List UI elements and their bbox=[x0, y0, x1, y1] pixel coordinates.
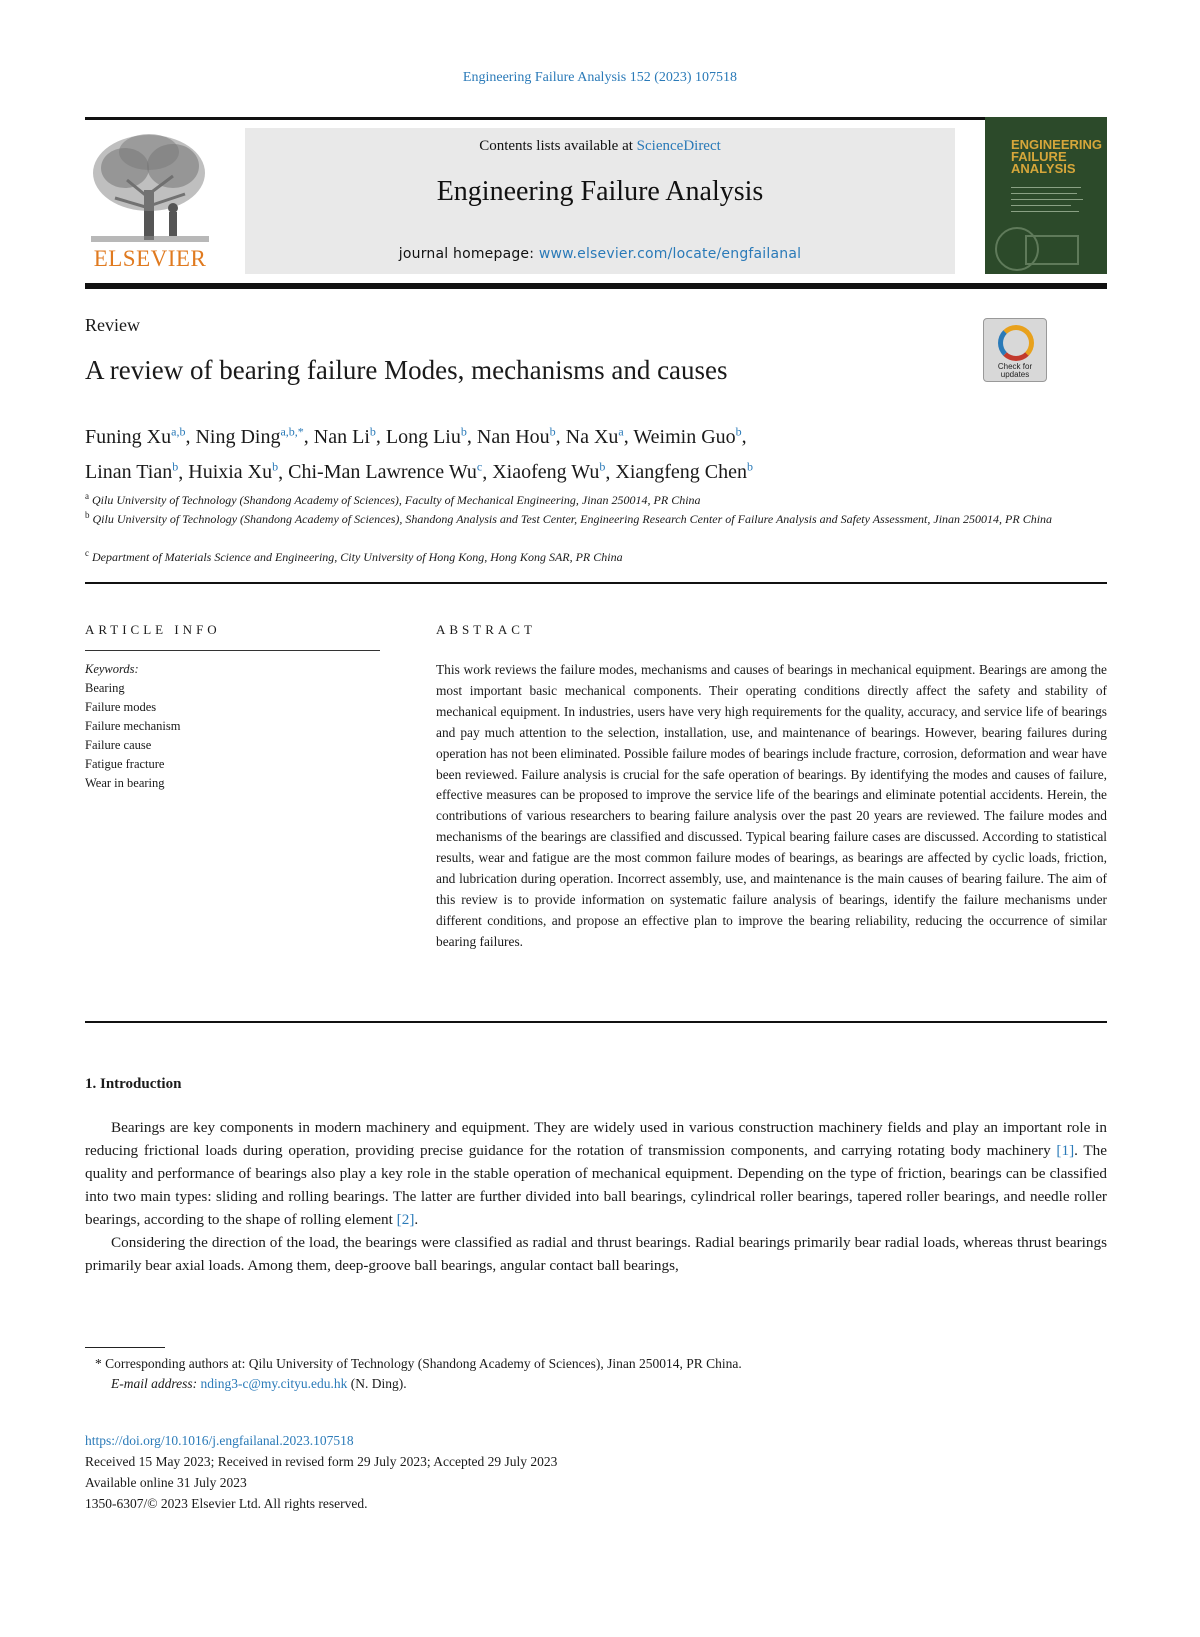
author[interactable]: Funing Xu$^{a,b}$ bbox=[85, 424, 186, 448]
affiliation-b: $^b$ Qilu University of Technology (Shandong Academy of Sciences), Shandong Analysis and Test Center, Engineering Research Center of Failure Analysis and Safety Assessment, Jinan 250014, PR China bbox=[85, 510, 1053, 526]
check-updates-icon bbox=[998, 325, 1034, 361]
journal-homepage-link[interactable]: www.elsevier.com/locate/engfailanal bbox=[538, 246, 802, 262]
abstract-text: This work reviews the failure modes, mechanisms and causes of bearings in mechanical equipment. Bearings are among the most important basic mechanical components. Their operating conditions directly affect the safety and stability of mechanical equipment. In industries, users have very high requirements for the quality, accuracy, and service life of bearings and pay much attention to the selection, installation, use, and maintenance of bearings. However, bearing failures during operation has not been eliminated. Possible failure modes of bearings include fracture, corrosion, deformation and wear have been reviewed. Failure analysis is crucial for the safe operation of bearings. By identifying the modes and causes of failure, effective measures can be proposed to improve the service life of the bearings and eliminate potential accidents. Herein, the contributions of various researchers to bearing failure analysis over the past 20 years are reviewed. The failure modes and mechanisms of the bearings are classified and discussed. Typical bearing failure cases are discussed. According to statistical results, wear and fatigue are the most common failure modes of bearings, as bearings are affected by cyclic loads, friction, and lubrication during operation. Incorrect assembly, use, and maintenance is the main causes of bearing failure. The aim of this review is to provide information on systematic failure analysis of bearings, identify the failure mechanisms under different conditions, and propose an effective plan to improve the bearing reliability, reducing the occurrence of similar bearing failures. bbox=[436, 662, 1107, 949]
journal-header-box bbox=[245, 128, 955, 274]
keyword: Failure cause bbox=[85, 738, 152, 752]
paragraph: Considering the direction of the load, the bearings were classified as radial and thrust bearings. Radial bearings primarily bear radial loads, whereas thrust bearings primarily bear axial loads. Among them, deep-groove ball bearings, angular contact ball bearings, bbox=[85, 1234, 1107, 1274]
keywords-label: Keywords: bbox=[85, 662, 139, 676]
keyword: Bearing bbox=[85, 681, 125, 695]
author[interactable]: Long Liu$^b$ bbox=[385, 424, 467, 448]
author[interactable]: Xiaofeng Wu$^b$ bbox=[492, 459, 606, 484]
divider bbox=[85, 1021, 1107, 1023]
homepage-line bbox=[245, 246, 955, 262]
author[interactable]: Nan Hou$^b$ bbox=[476, 424, 556, 448]
doi-link[interactable]: https://doi.org/10.1016/j.engfailanal.2023.107518 bbox=[85, 1433, 354, 1448]
received-dates: Received 15 May 2023; Received in revised form 29 July 2023; Accepted 29 July 2023 bbox=[85, 1454, 558, 1469]
author[interactable]: Xiangfeng Chen$^b$ bbox=[615, 459, 754, 484]
cover-title: ENGINEERING FAILURE ANALYSIS bbox=[1011, 137, 1103, 176]
journal-reference-link[interactable]: Engineering Failure Analysis 152 (2023) 107518 bbox=[462, 70, 738, 85]
author[interactable]: Weimin Guo$^b$ bbox=[633, 424, 742, 448]
author[interactable]: Na Xu$^a$ bbox=[565, 424, 624, 448]
citation-link[interactable]: [1] bbox=[1056, 1142, 1075, 1159]
corresponding-author-note: * Corresponding authors at: Qilu University of Technology (Shandong Academy of Sciences), Jinan 250014, PR China. bbox=[95, 1356, 742, 1371]
author[interactable]: Nan Li$^b$ bbox=[313, 424, 376, 448]
contents-line bbox=[245, 138, 955, 155]
header-top-rule bbox=[85, 117, 1107, 120]
homepage-prefix: journal homepage: bbox=[398, 246, 539, 262]
available-online: Available online 31 July 2023 bbox=[85, 1475, 247, 1490]
copyright: 1350-6307/© 2023 Elsevier Ltd. All rights reserved. bbox=[85, 1496, 368, 1511]
divider bbox=[85, 582, 1107, 584]
introduction-body bbox=[85, 1116, 1107, 1277]
check-updates-label: Check for updates bbox=[997, 362, 1033, 379]
footnote-rule bbox=[85, 1347, 165, 1348]
author-list: Funing Xu$^{a,b}$, Ning Ding$^{a,b,*}$, Nan Li$^b$, Long Liu$^b$, Nan Hou$^b$, Na Xu$^a$, Weimin Guo$^b$, Linan Tian$^b$, Huixia Xu$^b$, Chi-Man Lawrence Wu$^c$, Xiaofeng Wu$^b$, Xiangfeng Chen$^b$ bbox=[85, 424, 754, 484]
elsevier-logo[interactable] bbox=[85, 128, 215, 273]
header-bottom-rule bbox=[85, 283, 1107, 289]
citation-link[interactable]: [2] bbox=[396, 1211, 415, 1228]
keywords-list bbox=[85, 660, 180, 793]
contents-prefix: Contents lists available at bbox=[479, 138, 637, 154]
keyword: Fatigue fracture bbox=[85, 757, 165, 771]
publication-info bbox=[85, 1430, 1105, 1514]
author[interactable]: Linan Tian$^b$ bbox=[85, 459, 179, 484]
author[interactable]: Huixia Xu$^b$ bbox=[188, 459, 279, 484]
author[interactable]: Ning Ding$^{a,b,*}$ bbox=[195, 424, 304, 448]
keyword: Wear in bearing bbox=[85, 776, 165, 790]
keyword: Failure mechanism bbox=[85, 719, 181, 733]
journal-cover-thumbnail[interactable] bbox=[985, 117, 1107, 274]
paper-title: A review of bearing failure Modes, mechanisms and causes bbox=[85, 355, 728, 385]
journal-title: Engineering Failure Analysis bbox=[436, 176, 764, 207]
elsevier-wordmark: ELSEVIER bbox=[93, 246, 207, 271]
section-heading-introduction: 1. Introduction bbox=[85, 1076, 182, 1092]
abstract-heading: ABSTRACT bbox=[436, 622, 536, 637]
divider bbox=[85, 650, 380, 651]
email-link[interactable]: nding3-c@my.cityu.edu.hk bbox=[200, 1376, 348, 1391]
keyword: Failure modes bbox=[85, 700, 157, 714]
footnote bbox=[85, 1354, 1105, 1394]
email-line: E-mail address: nding3-c@my.cityu.edu.hk (N. Ding). bbox=[111, 1376, 407, 1391]
sciencedirect-link[interactable]: ScienceDirect bbox=[636, 138, 721, 154]
article-info-heading: ARTICLE INFO bbox=[85, 622, 221, 637]
paragraph: Bearings are key components in modern machinery and equipment. They are widely used in various construction machinery fields and play an important role in reducing frictional loads during operation, providing precise guidance for the rotation of transmission components, and carrying rotating body machinery [1]. The quality and performance of bearings also play a key role in the stable operation of mechanical equipment. Depending on the type of friction, bearings can be classified into two main types: sliding and rolling bearings. The latter are further divided into ball bearings, cylindrical roller bearings, tapered roller bearings, and needle roller bearings, according to the shape of rolling element [2]. bbox=[85, 1119, 1107, 1228]
author[interactable]: Chi-Man Lawrence Wu$^c$ bbox=[288, 459, 483, 484]
affiliation-c: $^c$ Department of Materials Science and Engineering, City University of Hong Kong, Hong Kong SAR, PR China bbox=[85, 548, 623, 564]
check-for-updates-button[interactable] bbox=[983, 318, 1047, 382]
affiliation-a: $^a$ Qilu University of Technology (Shandong Academy of Sciences), Faculty of Mechanical Engineering, Jinan 250014, PR China bbox=[85, 491, 701, 507]
article-type: Review bbox=[85, 315, 140, 335]
